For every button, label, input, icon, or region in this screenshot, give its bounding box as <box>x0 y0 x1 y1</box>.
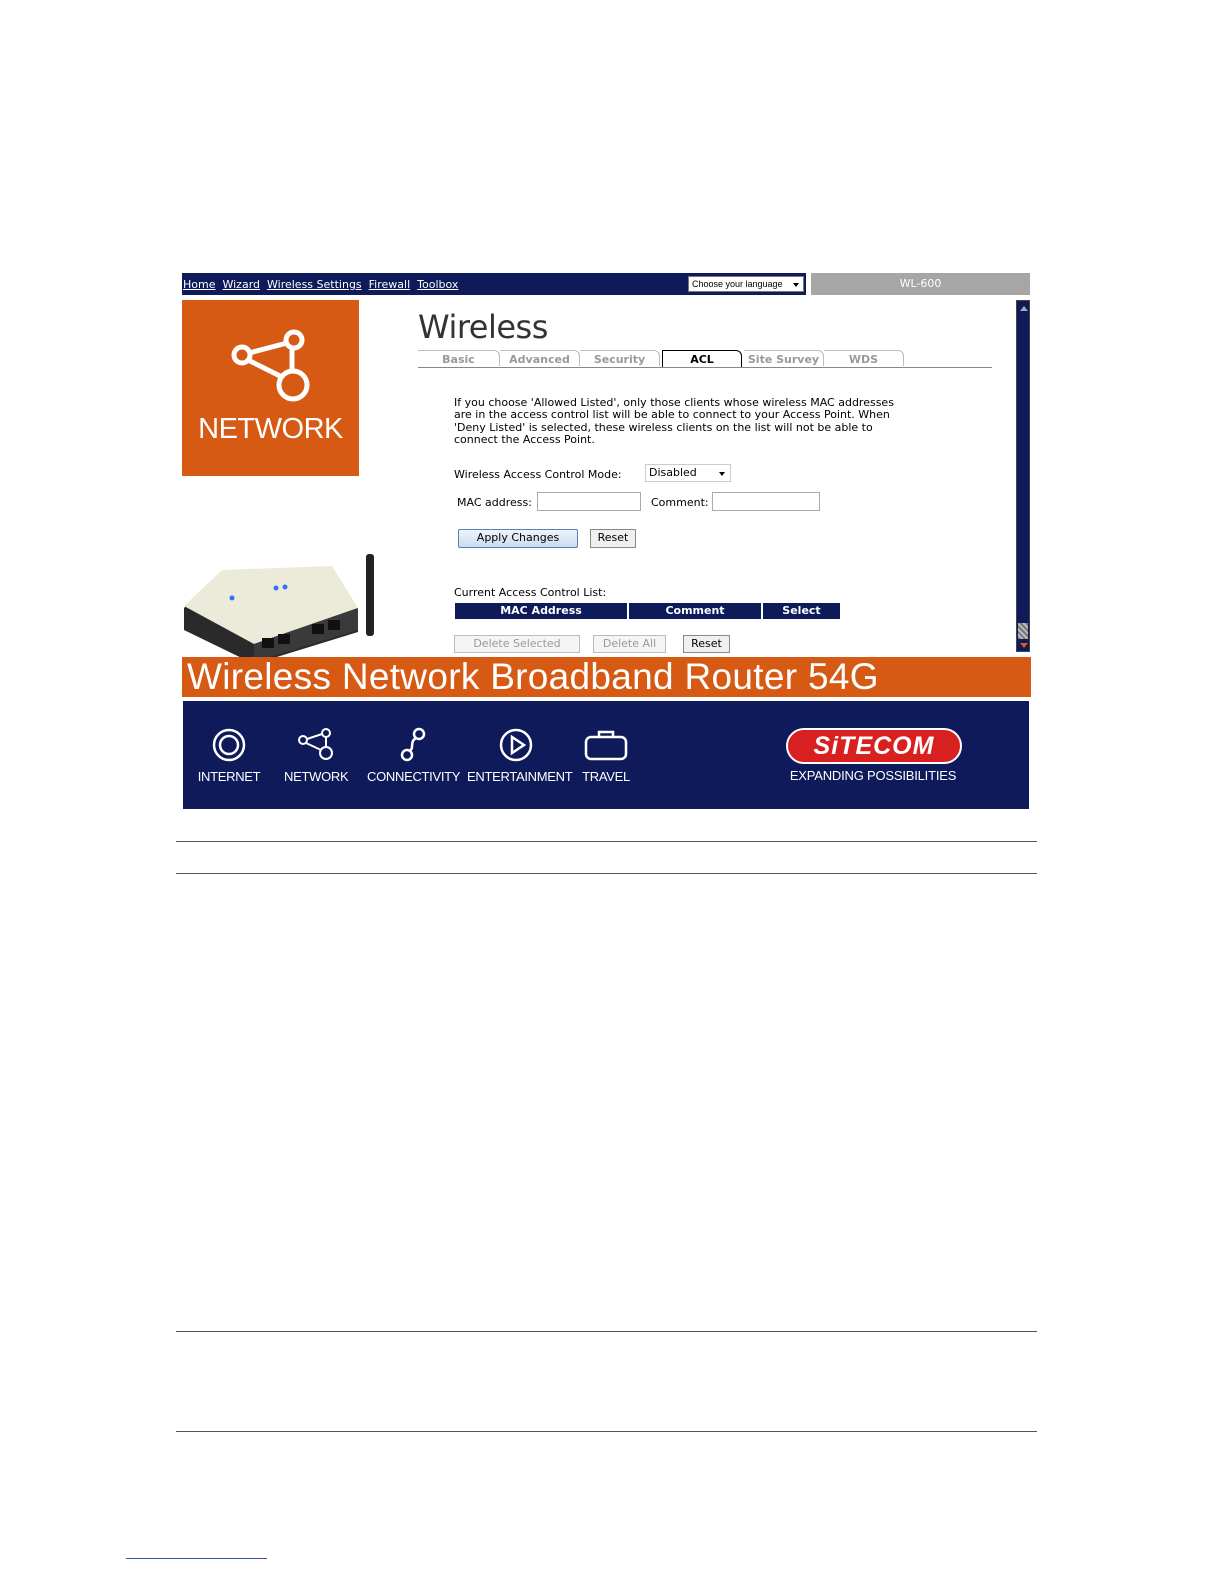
tab-security[interactable]: Security <box>580 350 660 366</box>
access-control-mode-value: Disabled <box>649 466 697 479</box>
divider <box>176 873 1037 874</box>
footer-item-internet[interactable] <box>197 727 261 784</box>
footer-item-travel[interactable] <box>579 727 633 784</box>
delete-all-button[interactable]: Delete All <box>593 635 666 653</box>
delete-selected-button[interactable]: Delete Selected <box>454 635 580 653</box>
network-icon <box>297 727 335 763</box>
entertainment-icon <box>498 727 534 763</box>
nav-link-home[interactable]: Home <box>183 277 216 291</box>
nav-link-toolbox[interactable]: Toolbox <box>417 277 459 291</box>
access-control-mode-select[interactable] <box>645 464 731 482</box>
reset-list-button[interactable]: Reset <box>683 635 730 653</box>
network-icon <box>226 326 316 406</box>
acl-list-title: Current Access Control List: <box>454 586 607 599</box>
comment-input[interactable] <box>712 492 820 511</box>
footer-label-network: NETWORK <box>284 769 349 784</box>
divider <box>176 841 1037 842</box>
brand-logo: SiTECOM <box>786 728 962 764</box>
footnote-divider <box>126 1558 267 1559</box>
top-nav-bar <box>182 273 806 295</box>
brand-tagline: EXPANDING POSSIBILITIES <box>789 768 957 783</box>
mac-address-label: MAC address: <box>457 496 532 509</box>
scroll-up-icon[interactable] <box>1020 306 1028 311</box>
column-header-comment: Comment <box>629 603 761 619</box>
chevron-down-icon <box>793 283 799 287</box>
footer-label-internet: INTERNET <box>197 769 261 784</box>
divider <box>176 1331 1037 1332</box>
apply-changes-button[interactable]: Apply Changes <box>458 529 578 548</box>
footer-label-travel: TRAVEL <box>582 769 630 784</box>
language-select[interactable] <box>688 276 804 292</box>
scroll-thumb[interactable] <box>1018 623 1028 639</box>
tab-bar <box>418 350 992 368</box>
vertical-scrollbar[interactable] <box>1016 300 1030 652</box>
footer-label-entertainment: ENTERTAINMENT <box>467 769 573 784</box>
network-tile <box>182 300 359 476</box>
tab-basic[interactable]: Basic <box>418 350 500 366</box>
tab-site-survey[interactable]: Site Survey <box>744 350 824 366</box>
nav-link-firewall[interactable]: Firewall <box>368 277 411 291</box>
nav-link-wizard[interactable]: Wizard <box>222 277 261 291</box>
page-title: Wireless <box>418 308 548 346</box>
chevron-down-icon <box>719 472 725 476</box>
tab-wds[interactable]: WDS <box>824 350 904 366</box>
scroll-down-icon[interactable] <box>1020 643 1028 648</box>
footer-label-connectivity: CONNECTIVITY <box>367 769 461 784</box>
product-banner: Wireless Network Broadband Router 54G <box>182 657 1031 697</box>
access-control-mode-label: Wireless Access Control Mode: <box>454 468 622 481</box>
footer-item-entertainment[interactable] <box>467 727 573 784</box>
comment-label: Comment: <box>651 496 709 509</box>
footer-item-connectivity[interactable] <box>367 727 459 784</box>
column-header-select: Select <box>763 603 840 619</box>
network-tile-label: NETWORK <box>198 413 343 445</box>
travel-icon <box>584 727 628 763</box>
internet-icon <box>211 727 247 763</box>
acl-description: If you choose 'Allowed Listed', only those clients whose wireless MAC addresses are in the access control list will be able to connect to your Access Point. When 'Deny Listed' is selected, these wireless clients on the list will not be able to connect the Access Point. <box>454 396 894 446</box>
nav-link-wireless-settings[interactable]: Wireless Settings <box>267 277 362 291</box>
footer-item-network[interactable] <box>284 727 348 784</box>
mac-address-input[interactable] <box>537 492 641 511</box>
model-label: WL-600 <box>811 273 1030 295</box>
language-select-label: Choose your language <box>692 279 783 289</box>
column-header-mac: MAC Address <box>455 603 627 619</box>
reset-button[interactable]: Reset <box>590 529 636 548</box>
connectivity-icon <box>395 727 431 763</box>
router-image <box>182 550 382 670</box>
divider <box>176 1431 1037 1432</box>
tab-acl[interactable]: ACL <box>662 350 742 367</box>
footer-bar <box>183 701 1029 809</box>
tab-advanced[interactable]: Advanced <box>500 350 580 366</box>
